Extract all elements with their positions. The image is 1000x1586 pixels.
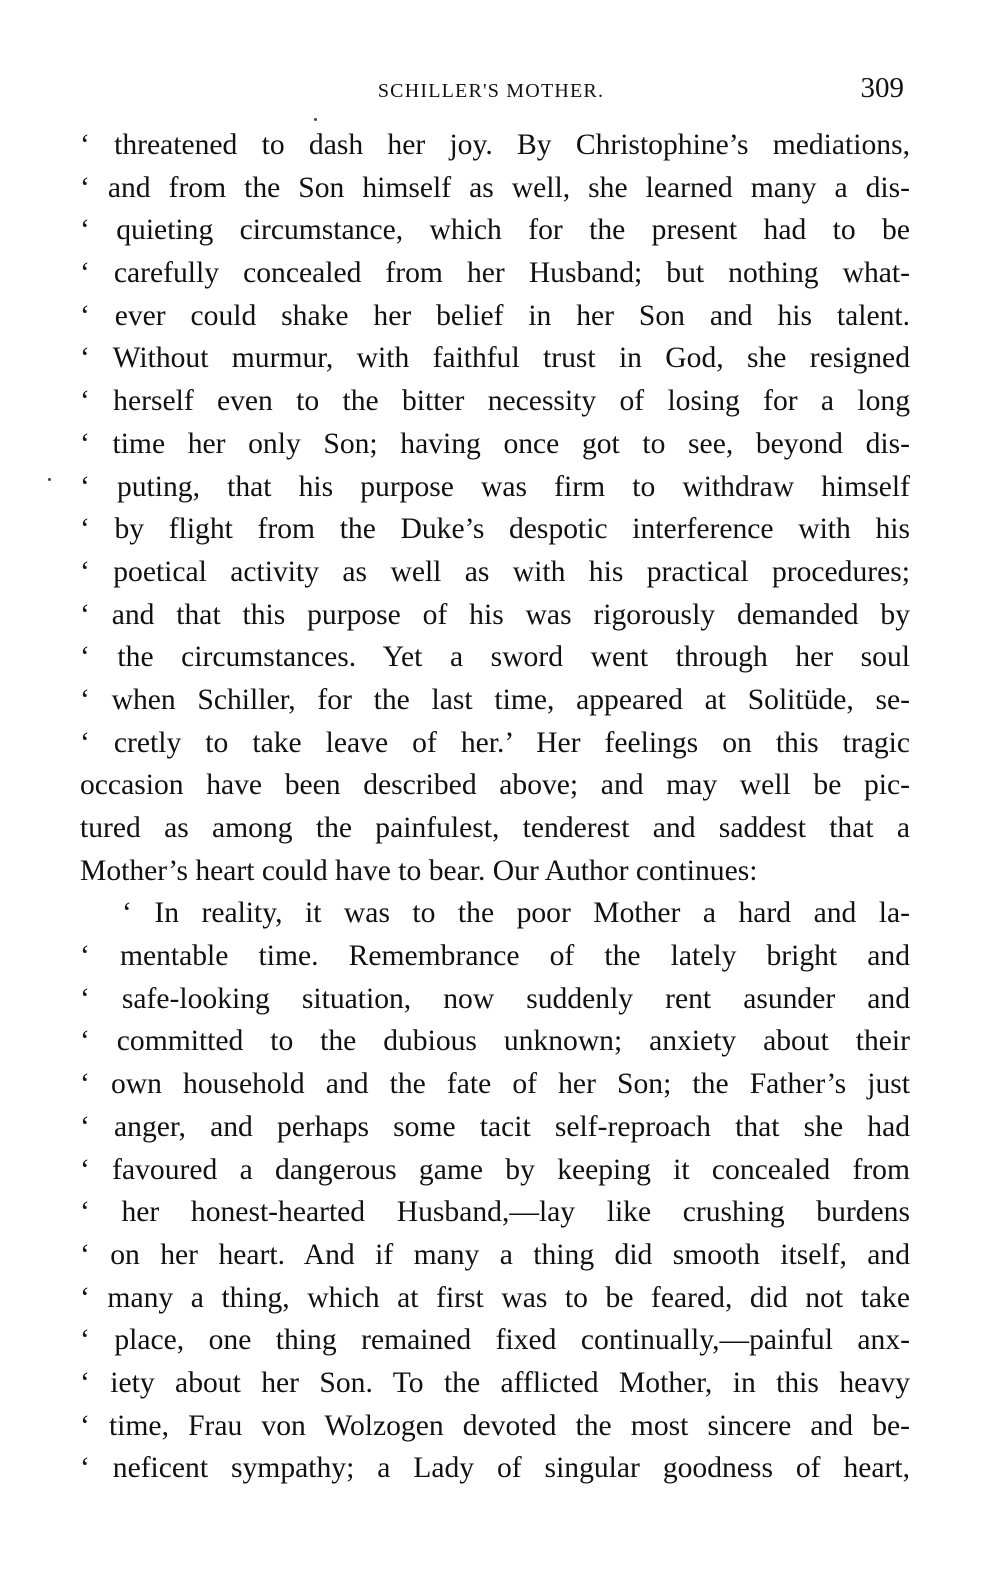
body-text <box>80 124 910 1490</box>
text-line: ‘ when Schiller, for the last time, appeared at Solitüde, se- <box>80 683 910 716</box>
text-line: ‘ the circumstances. Yet a sword went through her soul <box>80 641 910 674</box>
text-line: ‘ In reality, it was to the poor Mother a hard and la- <box>122 897 910 930</box>
text-line: ‘ and from the Son himself as well, she learned many a dis- <box>80 171 910 204</box>
text-line: ‘ anger, and perhaps some tacit self-reproach that she had <box>80 1110 910 1143</box>
page-number: 309 <box>860 72 904 104</box>
text-line: occasion have been described above; and may well be pic- <box>80 769 910 802</box>
text-line: ‘ many a thing, which at first was to be feared, did not take <box>80 1281 910 1314</box>
text-line: ‘ and that this purpose of his was rigorously demanded by <box>80 598 910 631</box>
text-line: ‘ committed to the dubious unknown; anxiety about their <box>80 1025 910 1058</box>
text-line: ‘ mentable time. Remembrance of the lately bright and <box>80 940 910 973</box>
text-line: ‘ neficent sympathy; a Lady of singular goodness of heart, <box>80 1452 910 1485</box>
text-line: ‘ Without murmur, with faithful trust in God, she resigned <box>80 342 910 375</box>
print-speck <box>48 478 51 481</box>
text-line: ‘ on her heart. And if many a thing did smooth itself, and <box>80 1238 910 1271</box>
running-head <box>76 72 906 106</box>
text-line: ‘ puting, that his purpose was firm to withdraw himself <box>80 470 910 503</box>
text-line: ‘ quieting circumstance, which for the present had to be <box>80 214 910 247</box>
text-line: ‘ favoured a dangerous game by keeping it concealed from <box>80 1153 910 1186</box>
text-line: ‘ by flight from the Duke’s despotic interference with his <box>80 513 910 546</box>
text-line: ‘ herself even to the bitter necessity of losing for a long <box>80 385 910 418</box>
text-line: ‘ safe-looking situation, now suddenly rent asunder and <box>80 982 910 1015</box>
text-line: ‘ carefully concealed from her Husband; but nothing what- <box>80 257 910 290</box>
text-line: ‘ time her only Son; having once got to see, beyond dis- <box>80 427 910 460</box>
print-speck <box>314 118 317 121</box>
text-line: tured as among the painfulest, tenderest and saddest that a <box>80 812 910 844</box>
text-line: ‘ cretly to take leave of her.’ Her feelings on this tragic <box>80 726 910 759</box>
text-line: ‘ time, Frau von Wolzogen devoted the most sincere and be- <box>80 1409 910 1442</box>
text-line: ‘ own household and the fate of her Son; the Father’s just <box>80 1068 910 1101</box>
text-line: ‘ poetical activity as well as with his practical procedures; <box>80 555 910 588</box>
text-line: Mother’s heart could have to bear. Our Author continues: <box>80 854 758 887</box>
text-line: ‘ her honest-hearted Husband,—lay like crushing burdens <box>80 1196 910 1229</box>
text-line: ‘ iety about her Son. To the afflicted Mother, in this heavy <box>80 1366 910 1399</box>
text-line: ‘ ever could shake her belief in her Son and his talent. <box>80 299 910 332</box>
text-line: ‘ place, one thing remained fixed continually,—painful anx- <box>80 1324 910 1357</box>
text-line: ‘ threatened to dash her joy. By Christophine’s mediations, <box>80 129 910 161</box>
running-head-title: SCHILLER'S MOTHER. <box>377 80 605 102</box>
